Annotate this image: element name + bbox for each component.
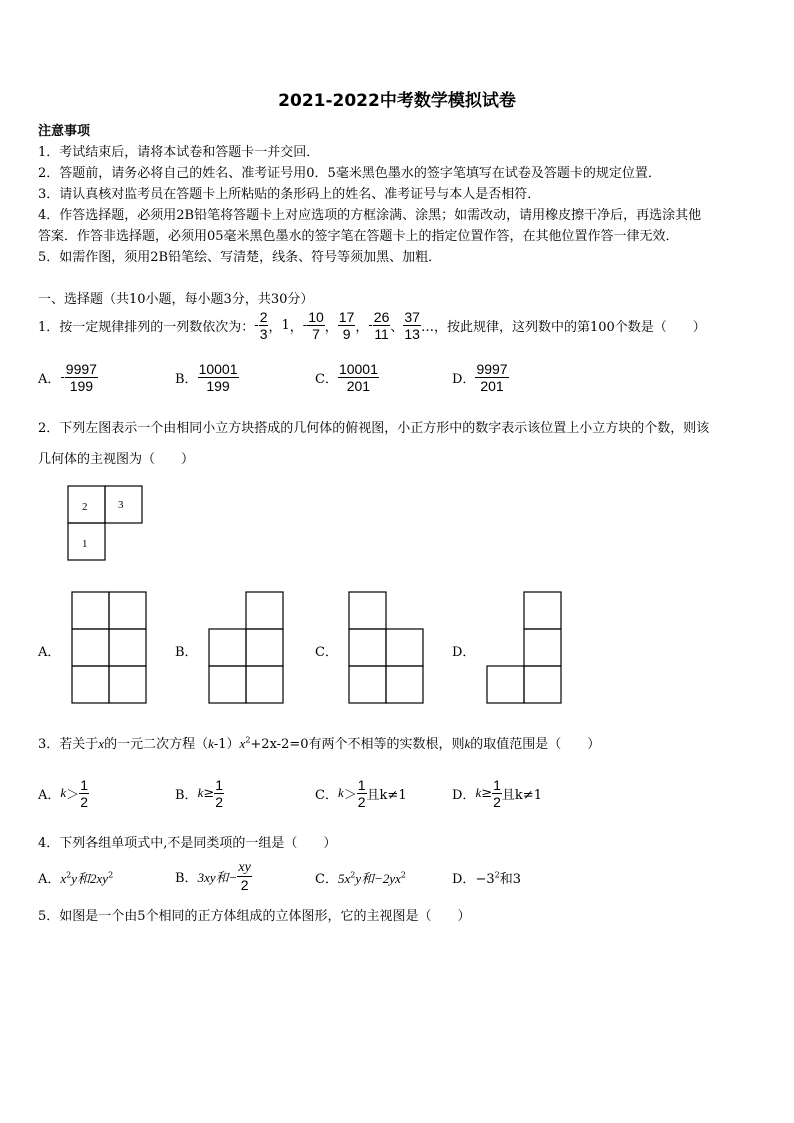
question-3-stem: 3．若关于x的一元二次方程$(k-1)x^2+2x-2=0$有两个不相等的实数根，则k的取值范围是（ ） <box>38 735 601 752</box>
q1-prefix: 1．按一定规律排列的一列数依次为： <box>38 319 255 335</box>
q4-option-d: D．$-3^2$和3 <box>452 870 521 887</box>
top-view-count: 3 <box>118 499 124 511</box>
q3-option-c: C． k ＞ $\frac{1}{2}$ 且k≠1 <box>315 776 407 810</box>
top-view-count: 2 <box>82 501 88 513</box>
q4-option-b: B． 3xy和− $\frac{xy}{2}$ <box>175 859 251 893</box>
q1-term-fraction: $\frac{17}{9}$ <box>338 308 355 342</box>
q2-option-a-label: A． <box>38 645 61 660</box>
notice-heading: 注意事项 <box>38 124 91 139</box>
q1-option-b: B． $\frac{10001}{199}$ <box>175 360 238 394</box>
page-title: 2021-2022中考数学模拟试卷 <box>278 91 516 111</box>
q1-term-fraction: $\frac{26}{11}$ <box>373 308 390 342</box>
q1-option-c: C． $\frac{10001}{201}$ <box>315 360 378 394</box>
q1-option-d: D． $\frac{9997}{201}$ <box>452 360 508 394</box>
q2-option-a-figure <box>72 592 148 704</box>
q1-term-sign: - <box>302 317 308 333</box>
q1-suffix: …，按此规律，这列数中的第100个数是（ ） <box>420 319 706 335</box>
q2-option-c-label: C． <box>315 645 338 660</box>
q4-option-c: C．$5x^2y$和$-2yx^2$ <box>315 870 407 887</box>
question-5-stem: 5．如图是一个由5个相同的正方体组成的立体图形，它的主视图是（ ） <box>38 909 471 924</box>
q3-option-d: D． k ≥ $\frac{1}{2}$ 且k≠1 <box>452 776 542 810</box>
notice-item: 5．如需作图，须用2B铅笔绘、写清楚，线条、符号等须加黑、加粗． <box>38 250 442 265</box>
notice-item: 4．作答选择题，必须用2B铅笔将答题卡上对应选项的方框涂满、涂黑；如需改动，请用橡皮擦干净后，再选涂其他 <box>38 208 702 223</box>
q1-option-a: A． - $\frac{9997}{199}$ <box>38 360 97 394</box>
notice-item: 2．答题前，请务必将自己的姓名、准考证号用0．5毫米黑色墨水的签字笔填写在试卷及答题卡的规定位置． <box>38 166 661 181</box>
question-4-stem: 4．下列各组单项式中,不是同类项的一组是（ ） <box>38 836 337 851</box>
q2-option-d-label: D． <box>452 645 476 660</box>
q2-option-d-figure <box>487 592 563 704</box>
q1-term: 1 <box>281 317 290 333</box>
q1-term-sign: - <box>368 317 373 333</box>
q1-term-fraction: $\frac{10}{7}$ <box>308 308 324 342</box>
top-view-figure <box>68 486 148 566</box>
q2-option-b-label: B． <box>175 645 198 660</box>
question-2-stem-continued: 几何体的主视图为（ ） <box>38 452 195 467</box>
q3-option-b: B． k ≥ $\frac{1}{2}$ <box>175 776 224 810</box>
q4-option-a: A．$x^2y$和$2xy^2$ <box>38 870 114 887</box>
q2-option-c-figure <box>349 592 425 704</box>
q3-option-a: A． k ＞ $\frac{1}{2}$ <box>38 776 88 810</box>
notice-item: 3．请认真核对监考员在答题卡上所粘贴的条形码上的姓名、准考证号与本人是否相符． <box>38 187 541 202</box>
question-1-stem: 1．按一定规律排列的一列数依次为： - $\frac{2}{3}$ ， 1 ， - $\frac{10}{7}$ ， $\frac{17}{9}$ ， - $\frac{26}{11}$ 、 $\frac{37}{13}$ …，按此规律，这列数中的第100个数是（ ） <box>38 308 706 342</box>
q1-term-fraction: $\frac{37}{13}$ <box>404 308 420 342</box>
top-view-count: 1 <box>82 538 88 550</box>
q1-term-sign: - <box>254 317 259 333</box>
notice-item: 答案．作答非选择题，必须用05毫米黑色墨水的签字笔在答题卡上的指定位置作答，在其他位置作答一律无效． <box>38 229 679 244</box>
section-heading: 一、选择题（共10小题，每小题3分，共30分） <box>38 292 314 307</box>
q2-option-b-figure <box>209 592 285 704</box>
q1-term-fraction: $\frac{2}{3}$ <box>259 308 268 342</box>
notice-item: 1．考试结束后，请将本试卷和答题卡一并交回． <box>38 145 320 160</box>
question-2-stem: 2．下列左图表示一个由相同小立方块搭成的几何体的俯视图，小正方形中的数字表示该位置上小立方块的个数，则该 <box>38 421 710 436</box>
